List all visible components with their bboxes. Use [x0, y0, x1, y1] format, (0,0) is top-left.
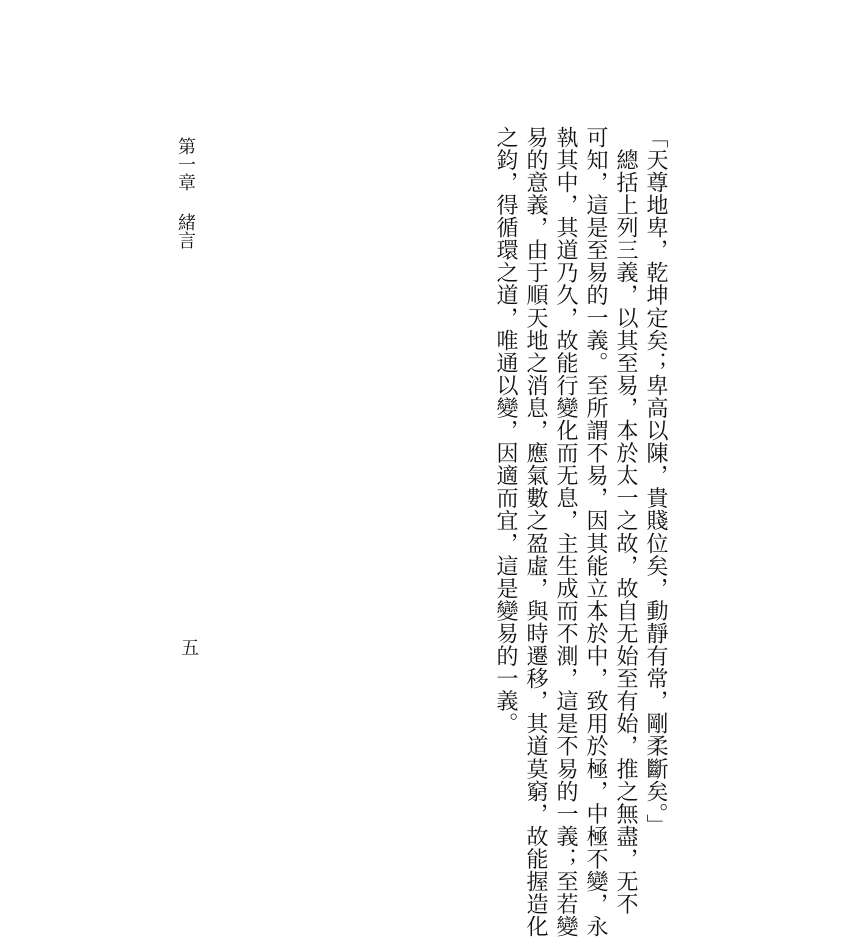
body-column-6: 之鈞，得循環之道，唯通以變，因適而宜，這是變易的一義。 — [493, 126, 518, 735]
running-header — [175, 137, 195, 249]
body-column-5: 易的意義，由于順天地之消息，應氣數之盈虛，與時遷移，其道莫窮，故能握造化 — [523, 126, 548, 938]
body-column-4: 執其中，其道乃久，故能行變化而无息，主生成而不測，這是不易的一義；至若變 — [553, 126, 578, 938]
chapter-title: 緒言 — [175, 213, 196, 249]
body-column-2: 總括上列三義，以其至易，本於太一之故，故自无始至有始，推之無盡，无不 — [613, 126, 638, 916]
chapter-number: 第一章 — [175, 137, 196, 191]
body-column-3: 可知，這是至易的一義。至所謂不易，因其能立本於中，致用於極，中極不變，永 — [583, 126, 608, 938]
page-number: 五 — [181, 638, 199, 659]
body-column-1: 「天尊地卑，乾坤定矣；卑高以陳，貴賤位矣，動靜有常，剛柔斷矣。」 — [643, 126, 668, 837]
